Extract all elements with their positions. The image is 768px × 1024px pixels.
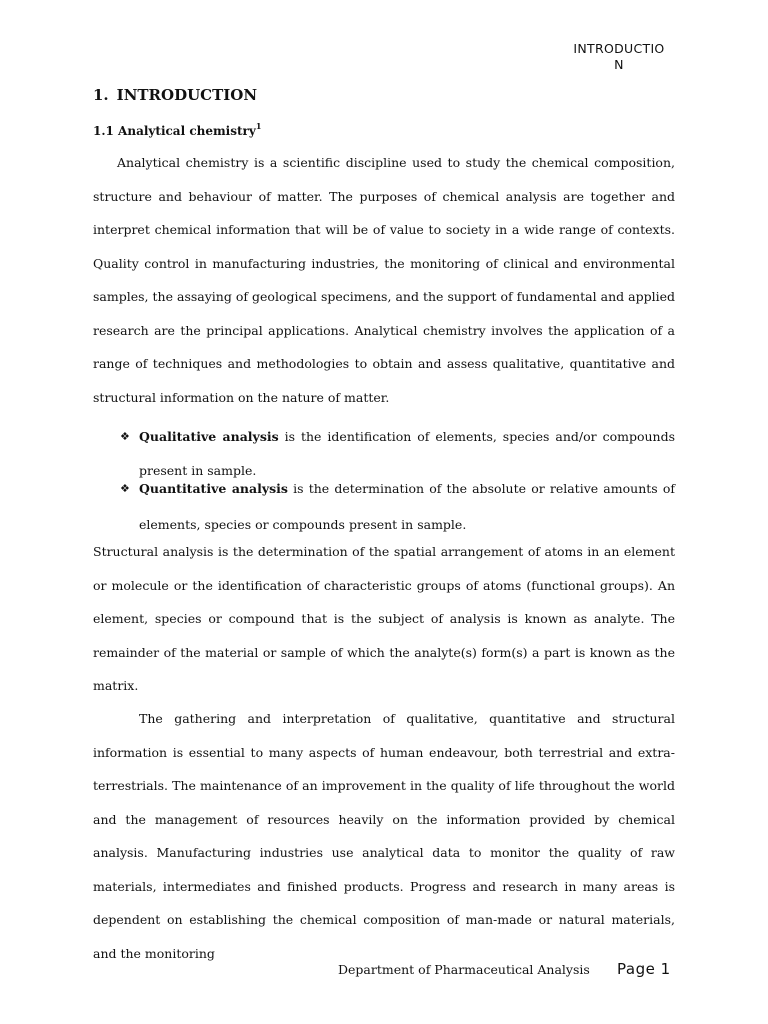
bullet-term: Qualitative analysis xyxy=(139,429,279,444)
paragraph-analytical-chemistry: Analytical chemistry is a scientific discipline used to study the chemical composition, structure and behaviour of matter. The purposes of chemical analysis are together and interpret chemical information that will be of value to society in a wide range of contexts. Quality control in manufacturing industries, the monitoring of clinical and environmental samples, the assaying of geological specimens, and the support of fundamental and applied research are the principal applications. Analytical chemistry involves the application of a range of techniques and methodologies to obtain and assess qualitative, quantitative and structural information on the nature of matter. xyxy=(93,155,675,405)
diamond-bullet-icon: ❖ xyxy=(120,430,130,443)
bullet-definition: is the identification of elements, species and/or compounds present in sample. xyxy=(139,429,675,478)
running-header-line1: INTRODUCTIO xyxy=(573,41,665,56)
section-number: 1. xyxy=(93,86,109,104)
section-title: INTRODUCTION xyxy=(116,86,258,104)
running-header xyxy=(560,41,678,73)
diamond-bullet-icon: ❖ xyxy=(120,482,130,495)
bullet-definition: is the determination of the absolute or relative amounts of elements, species or compounds present in sample. xyxy=(139,481,675,532)
section-heading xyxy=(93,86,257,104)
subsection-heading xyxy=(93,122,261,138)
bullet-item-quantitative xyxy=(120,471,675,543)
footer-department: Department of Pharmaceutical Analysis xyxy=(338,962,590,977)
bullet-term: Quantitative analysis xyxy=(139,481,288,496)
reference-superscript: 1 xyxy=(255,121,262,131)
running-header-line2: N xyxy=(614,57,624,72)
paragraph-gathering-interpretation: The gathering and interpretation of qualitative, quantitative and structural information is essential to many aspects of human endeavour, both terrestrial and extra-terrestrials. The maintenance of an improvement in the quality of life throughout the world and the management of resources heavily on the information provided by chemical analysis. Manufacturing industries use analytical data to monitor the quality of raw materials, intermediates and finished products. Progress and research in many areas is dependent on establishing the chemical composition of man-made or natural materials, and the monitoring xyxy=(93,711,675,961)
paragraph-structural-analysis: Structural analysis is the determination of the spatial arrangement of atoms in an element or molecule or the identification of characteristic groups of atoms (functional groups). An element, species or compound that is the subject of analysis is known as analyte. The remainder of the material or sample of which the analyte(s) form(s) a part is known as the matrix. xyxy=(93,544,675,693)
bullet-text xyxy=(139,471,675,543)
page-number: Page 1 xyxy=(617,960,671,978)
subsection-title: 1.1 Analytical chemistry xyxy=(93,124,256,138)
